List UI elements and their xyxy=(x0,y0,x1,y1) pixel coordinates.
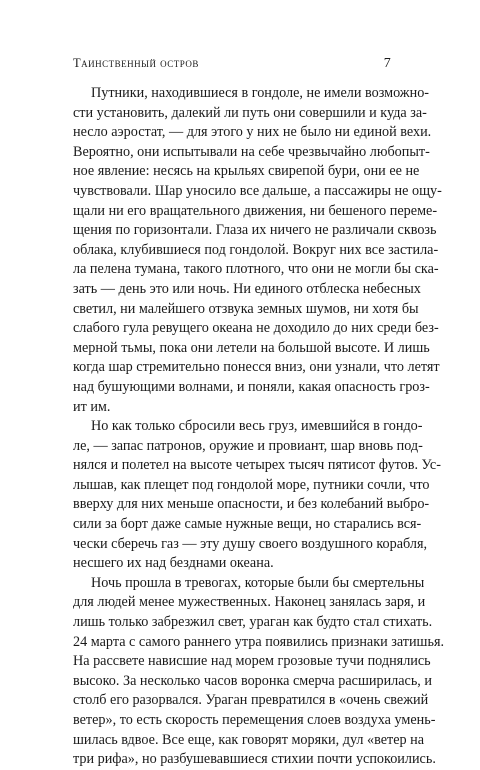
text-line: мерной тьмы, пока они летели на большой высоте. И лишь xyxy=(73,339,430,356)
text-line: ное явление: несясь на крыльях свирепой бури, они ее не xyxy=(73,163,420,180)
text-line: нялся и полетел на высоте четырех тысяч пятисот футов. Ус- xyxy=(73,457,441,474)
text-line: сили за борт даже самые нужные вещи, но старались вся- xyxy=(73,516,422,533)
text-line: Но как только сбросили весь груз, имевшийся в гондо- xyxy=(91,418,423,435)
text-line: столб его разорвался. Ураган превратился в «очень свежий xyxy=(73,692,429,709)
text-line: 24 марта с самого раннего утра появились признаки затишья. xyxy=(73,633,445,650)
book-title: Таинственный остров xyxy=(73,56,199,70)
text-line: светил, ни малейшего отзвука земных шумов, ни хотя бы xyxy=(73,300,419,317)
paragraph xyxy=(73,574,445,770)
text-line: ле, — запас патронов, оружие и провиант, шар вновь под- xyxy=(73,437,423,454)
text-line: Вероятно, они испытывали на себе чрезвычайно любопыт- xyxy=(73,143,430,160)
text-line: чувствовали. Шар уносило все дальше, а пассажиры не ощу- xyxy=(73,182,442,199)
text-line: для людей менее мужественных. Наконец занялась заря, и xyxy=(73,594,426,611)
text-line: чески сберечь газ — эту душу своего воздушного корабля, xyxy=(73,535,428,552)
running-head xyxy=(73,56,391,78)
text-line: щения по горизонтали. Глаза их ничего не различали сквозь xyxy=(73,222,437,239)
text-line: над бушующими волнами, и поняли, какая опасность гроз- xyxy=(73,378,430,395)
paragraph xyxy=(73,84,442,417)
text-line: лишь только забрезжил свет, ураган как будто стал стихать. xyxy=(73,614,433,631)
text-line: Путники, находившиеся в гондоле, не имели возможно- xyxy=(91,85,430,101)
text-line: слабого гула ревущего океана не доходило до них среди без- xyxy=(73,320,439,337)
text-line: три рифа», но разбушевавшиеся стихии почти успокоились. xyxy=(73,751,436,768)
text-line: сти установить, далекий ли путь они совершили и куда за- xyxy=(73,104,427,121)
text-line: вверху для них меньше опасности, и без колебаний выбро- xyxy=(73,496,430,513)
text-line: шилась вдвое. Все еще, как говорят моряки, дул «ветер на xyxy=(73,731,425,748)
text-line: ит им. xyxy=(73,398,111,415)
text-line: ла пелена тумана, такого плотного, что они не могли бы ска- xyxy=(73,261,439,278)
text-line: Ночь прошла в тревогах, которые были бы смертельны xyxy=(91,574,425,591)
text-line: несшего их над безднами океана. xyxy=(73,555,274,572)
text-line: зать — день это или ночь. Ни единого отблеска небесных xyxy=(73,280,421,297)
paragraph xyxy=(73,417,441,574)
text-line: высоко. За несколько часов воронка смерча расширилась, и xyxy=(73,672,432,689)
book-page xyxy=(73,56,445,770)
text-line: щали ни его вращательного движения, ни бешеного переме- xyxy=(73,202,438,219)
body-text xyxy=(73,84,445,770)
text-line: лышав, как плещет под гондолой море, путники сочли, что xyxy=(73,476,430,493)
page-number: 7 xyxy=(383,56,391,71)
text-line: когда шар стремительно понесся вниз, они узнали, что летят xyxy=(73,359,440,376)
text-line: несло аэростат, — для этого у них не было ни единой вехи. xyxy=(73,124,432,141)
text-line: ветер», то есть скорость перемещения слоев воздуха умень- xyxy=(73,712,436,728)
text-line: облака, клубившиеся под гондолой. Вокруг них все застила- xyxy=(73,241,439,258)
text-line: На рассвете нависшие над морем грозовые тучи поднялись xyxy=(73,653,431,670)
